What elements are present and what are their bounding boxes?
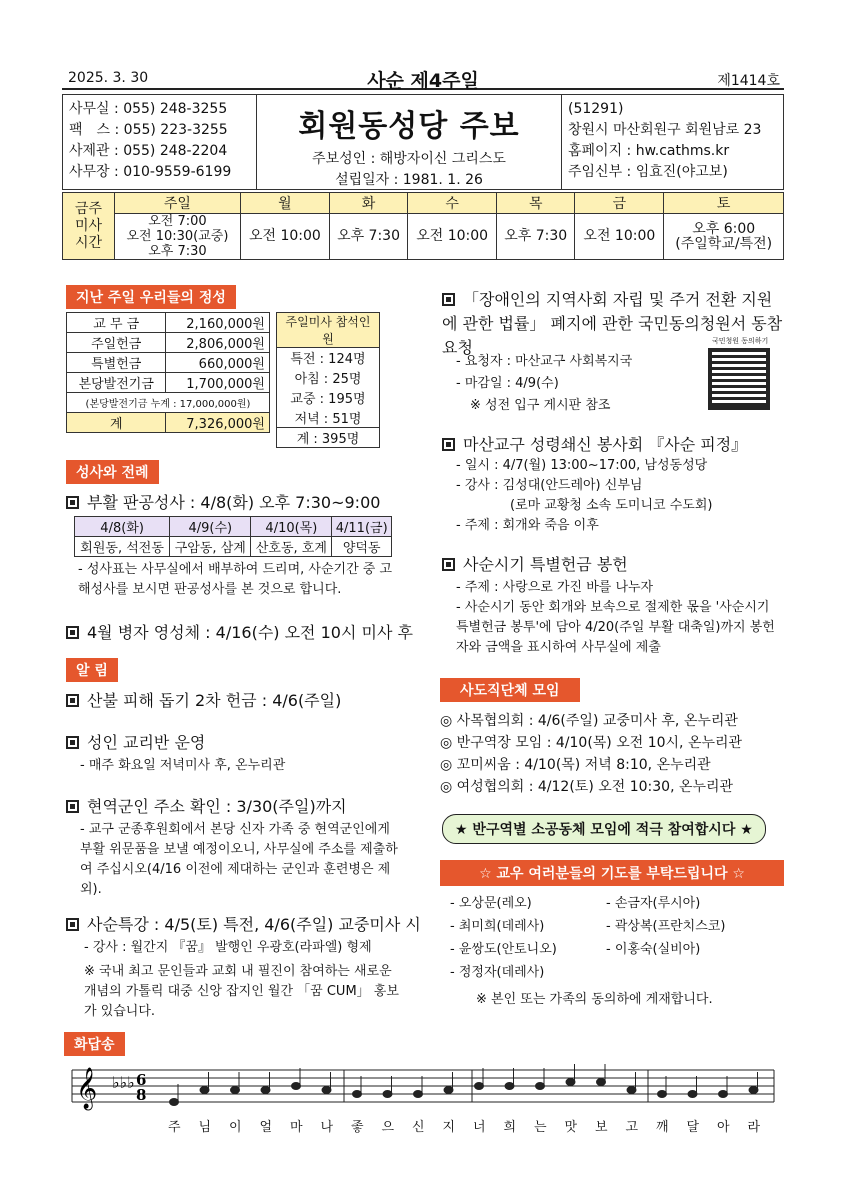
note [597, 1079, 606, 1086]
info-box [62, 94, 784, 190]
notice-item: 성인 교리반 운영 [66, 730, 205, 753]
attendance-row: 특전 : 124명 [277, 348, 380, 368]
lyric-syllable: 라 [747, 1120, 761, 1135]
treble-clef-icon: 𝄞 [76, 1068, 98, 1109]
prayer-list-right [606, 892, 725, 961]
prayer-name: - 오상문(레오) [450, 896, 532, 911]
prayer-name: - 윤쌍도(안토니오) [450, 942, 557, 957]
qr-code-icon[interactable] [708, 348, 770, 410]
offering-label: 특별헌금 [67, 353, 166, 373]
date: 2025. 3. 30 [68, 70, 149, 86]
sched-day: 4/8(화) [75, 517, 170, 537]
music-staff [62, 1056, 784, 1116]
contact-line: 팩 스 : 055) 223-3255 [69, 122, 228, 138]
bullet-icon [442, 438, 455, 451]
groups-heading: 사도직단체 모임 [440, 678, 580, 702]
confession-note: - 성사표는 사무실에서 배부하여 드리며, 사순기간 중 고해성사를 보시면 판공성사를 본 것으로 합니다. [78, 562, 393, 597]
sched-area: 산호동, 호계 [251, 537, 332, 557]
attendance-row: 교중 : 195명 [277, 388, 380, 408]
day-header: 목 [497, 193, 575, 214]
lyric-syllable: 나 [320, 1120, 334, 1135]
patron: 주보성인 : 해방자이신 그리스도 [312, 151, 506, 167]
sacrament-heading: 성사와 전례 [66, 460, 159, 484]
day-header: 토 [664, 193, 784, 214]
lyric-syllable: 너 [473, 1120, 486, 1135]
note [383, 1091, 392, 1098]
group-item: ◎ 여성협의회 : 4/12(토) 오전 10:30, 온누리관 [440, 779, 734, 795]
lyric-syllable: 고 [625, 1120, 639, 1135]
group-item: ◎ 사목협의회 : 4/6(주일) 교중미사 후, 온누리관 [440, 713, 738, 729]
notice-item: 현역군인 주소 확인 : 3/30(주일)까지 [66, 794, 347, 817]
attendance-row: 계 : 395명 [277, 428, 380, 448]
sched-day: 4/9(수) [170, 517, 251, 537]
lent-offering-detail: - 사순시기 동안 회개와 보속으로 절제한 몫을 '사순시기 특별헌금 봉투'에 담아 4/20(주일 부활 대축일)까지 봉헌자와 금액을 표시하여 사무실에 제출 [456, 600, 775, 655]
note [688, 1091, 697, 1098]
note [414, 1091, 423, 1098]
note [627, 1087, 636, 1094]
note [566, 1079, 575, 1086]
lent-offering-title: 사순시기 특별헌금 봉헌 [442, 552, 628, 575]
day-header: 금 [575, 193, 664, 214]
contact-line: 사무실 : 055) 248-3255 [69, 101, 228, 117]
lyric-syllable: 얼 [259, 1120, 273, 1135]
day-header: 주일 [115, 193, 241, 214]
note [658, 1091, 667, 1098]
lyric-syllable: 으 [381, 1120, 395, 1135]
note [292, 1083, 301, 1090]
notice-note: ※ 국내 최고 문인들과 교회 내 필진이 참여하는 새로운 개념의 가톨릭 대중 신앙 잡지인 월간 「꿈 CUM」 홍보가 있습니다. [84, 964, 399, 1019]
prayer-name: - 정정자(데레사) [450, 965, 545, 980]
mass-schedule [62, 192, 784, 260]
notice-item: 사순특강 : 4/5(토) 특전, 4/6(주일) 교중미사 시 [66, 912, 421, 935]
attendance-heading: 주일미사 참석인원 [277, 313, 380, 348]
address [561, 95, 785, 189]
petition-requester: - 요청자 : 마산교구 사회복지국 [456, 354, 633, 369]
contacts [63, 95, 257, 189]
bullet-icon [66, 626, 79, 639]
note [749, 1087, 758, 1094]
offering-cumulative: (본당발전기금 누계 : 17,000,000원) [67, 393, 270, 413]
lyric-syllable: 지 [442, 1120, 456, 1135]
retreat-detail: - 강사 : 김성대(안드레아) 신부님 [456, 478, 643, 493]
notice-item: 산불 피해 돕기 2차 헌금 : 4/6(주일) [66, 688, 341, 711]
note [353, 1091, 362, 1098]
community-banner: ★ 반구역별 소공동체 모임에 적극 참여합시다 ★ [442, 814, 766, 844]
notice-sub: - 매주 화요일 저녁미사 후, 온누리관 [80, 758, 286, 773]
contact-line: 사무장 : 010-9559-6199 [69, 164, 232, 180]
attendance-row: 아침 : 25명 [277, 368, 380, 388]
retreat-detail: - 주제 : 회개와 죽음 이후 [456, 518, 599, 533]
sick-communion: 4월 병자 영성체 : 4/16(수) 오전 10시 미사 후 [66, 620, 413, 643]
group-item: ◎ 반구역장 모임 : 4/10(목) 오전 10시, 온누리관 [440, 735, 743, 751]
mass-time: 오후 7:30 [329, 214, 407, 260]
prayer-list-left [450, 892, 557, 984]
petition-deadline: - 마감일 : 4/9(수) [456, 376, 559, 391]
bulletin-title [257, 95, 561, 189]
offering-value: 660,000원 [166, 353, 270, 373]
parish-name: 회원동성당 주보 [298, 109, 520, 144]
svg-text:6: 6 [136, 1071, 147, 1089]
bullet-icon [66, 736, 79, 749]
offering-label: 본당발전기금 [67, 373, 166, 393]
note [200, 1087, 209, 1094]
lyric-syllable: 주 [168, 1120, 181, 1135]
prayer-heading: ☆ 교우 여러분들의 기도를 부탁드립니다 ☆ [440, 860, 784, 886]
prayer-name: - 곽상복(프란치스코) [606, 919, 726, 934]
lent-offering-detail: - 주제 : 사랑으로 가진 바를 나누자 [456, 580, 654, 595]
lyric-syllable: 깨 [656, 1120, 669, 1135]
lyric-syllable: 마 [290, 1120, 303, 1135]
lyric-syllable: 좋 [351, 1120, 364, 1135]
confession-schedule [74, 516, 392, 557]
prayer-note: ※ 본인 또는 가족의 동의하에 게재합니다. [476, 992, 713, 1007]
prayer-name: - 손금자(루시아) [606, 896, 701, 911]
day-header: 월 [240, 193, 329, 214]
lyric-syllable: 신 [412, 1120, 425, 1135]
svg-text:8: 8 [136, 1086, 147, 1104]
bullet-icon [66, 496, 79, 509]
address-line: 홈페이지 : hw.cathms.kr [568, 143, 730, 159]
page-title: 사순 제4주일 [367, 70, 479, 92]
lyric-syllable: 아 [717, 1120, 730, 1135]
offering-value: 2,160,000원 [166, 313, 270, 333]
day-header: 수 [408, 193, 497, 214]
offering-total: 7,326,000원 [166, 413, 270, 433]
retreat-detail: (로마 교황청 소속 도미니코 수도회) [510, 498, 713, 513]
notice-sub: - 강사 : 월간지 『꿈』 발행인 우광호(라파엘) 형제 [84, 940, 372, 955]
petition-title: 「장애인의 지역사회 자립 및 주거 전환 지원에 관한 법률」 폐지에 관한 국민동의청원서 동참 요청 [442, 290, 783, 357]
mass-time: 오전 10:00 [240, 214, 329, 260]
mass-label: 금주 미사 시간 [63, 193, 115, 260]
note [536, 1083, 545, 1090]
bullet-icon [442, 293, 455, 306]
lyric-syllable: 맛 [564, 1120, 578, 1135]
address-line: (51291) [568, 101, 624, 117]
bullet-icon [66, 800, 79, 813]
group-item: ◎ 꼬미씨움 : 4/10(목) 저녁 8:10, 온누리관 [440, 757, 711, 773]
address-line: 창원시 마산회원구 회원남로 23 [568, 122, 762, 138]
lyrics [62, 1116, 784, 1136]
note [505, 1083, 514, 1090]
sched-area: 회원동, 석전동 [75, 537, 170, 557]
lyric-syllable: 님 [198, 1120, 212, 1135]
petition-note: ※ 성전 입구 게시판 참조 [470, 398, 611, 413]
offering-label: 주일헌금 [67, 333, 166, 353]
offering-value: 1,700,000원 [166, 373, 270, 393]
mass-time: 오전 10:00 [575, 214, 664, 260]
founded: 설립일자 : 1981. 1. 26 [335, 172, 483, 188]
offering-value: 2,806,000원 [166, 333, 270, 353]
lyric-syllable: 보 [595, 1120, 608, 1135]
confession-title: 부활 판공성사 : 4/8(화) 오후 7:30~9:00 [66, 490, 380, 513]
issue-number: 제1414호 [717, 73, 780, 89]
qr-label: 국민청원 동의하기 [712, 337, 769, 345]
offering-label: 교 무 금 [67, 313, 166, 333]
prayer-name: - 이홍숙(실비아) [606, 942, 701, 957]
mass-time: 오후 6:00 (주일학교/특전) [664, 214, 784, 260]
lyric-syllable: 이 [229, 1120, 242, 1135]
notice-sub: - 교구 군종후원회에서 본당 신자 가족 중 현역군인에게 부활 위문품을 보낼 예정이오니, 사무실에 주소를 제출하여 주십시오(4/16 이전에 제대하는 군인과 훈련병은 제외). [80, 822, 398, 897]
contact-line: 사제관 : 055) 248-2204 [69, 143, 228, 159]
sched-area: 양덕동 [332, 537, 392, 557]
day-header: 화 [329, 193, 407, 214]
bullet-icon [66, 918, 79, 931]
offering-total-label: 계 [67, 413, 166, 433]
group-list [440, 710, 742, 798]
attendance-table [276, 312, 380, 448]
mass-time: 오전 7:00 오전 10:30(교중) 오후 7:30 [115, 214, 241, 260]
note [322, 1087, 331, 1094]
note [444, 1087, 453, 1094]
header [62, 66, 784, 90]
prayer-name: - 최미희(데레사) [450, 919, 545, 934]
notice-heading: 알 림 [66, 658, 118, 682]
note [170, 1099, 179, 1106]
note [719, 1091, 728, 1098]
svg-text:♭♭♭: ♭♭♭ [112, 1073, 135, 1092]
note [231, 1087, 240, 1094]
lyric-syllable: 희 [503, 1120, 517, 1135]
bullet-icon [442, 558, 455, 571]
offering-table [66, 312, 270, 433]
lyric-syllable: 는 [534, 1120, 547, 1135]
offering-heading: 지난 주일 우리들의 정성 [66, 285, 236, 309]
psalm-heading: 화답송 [64, 1032, 125, 1056]
note [261, 1087, 270, 1094]
bullet-icon [66, 694, 79, 707]
mass-time: 오후 7:30 [497, 214, 575, 260]
sched-day: 4/10(목) [251, 517, 332, 537]
sched-area: 구암동, 삼계 [170, 537, 251, 557]
note [475, 1083, 484, 1090]
retreat-title: 마산교구 성령쇄신 봉사회 『사순 피정』 [442, 432, 747, 455]
lyric-syllable: 달 [686, 1120, 700, 1135]
sched-day: 4/11(금) [332, 517, 392, 537]
mass-time: 오전 10:00 [408, 214, 497, 260]
attendance-row: 저녁 : 51명 [277, 408, 380, 428]
retreat-detail: - 일시 : 4/7(월) 13:00~17:00, 남성동성당 [456, 458, 708, 473]
address-line: 주임신부 : 임효진(야고보) [568, 164, 728, 180]
